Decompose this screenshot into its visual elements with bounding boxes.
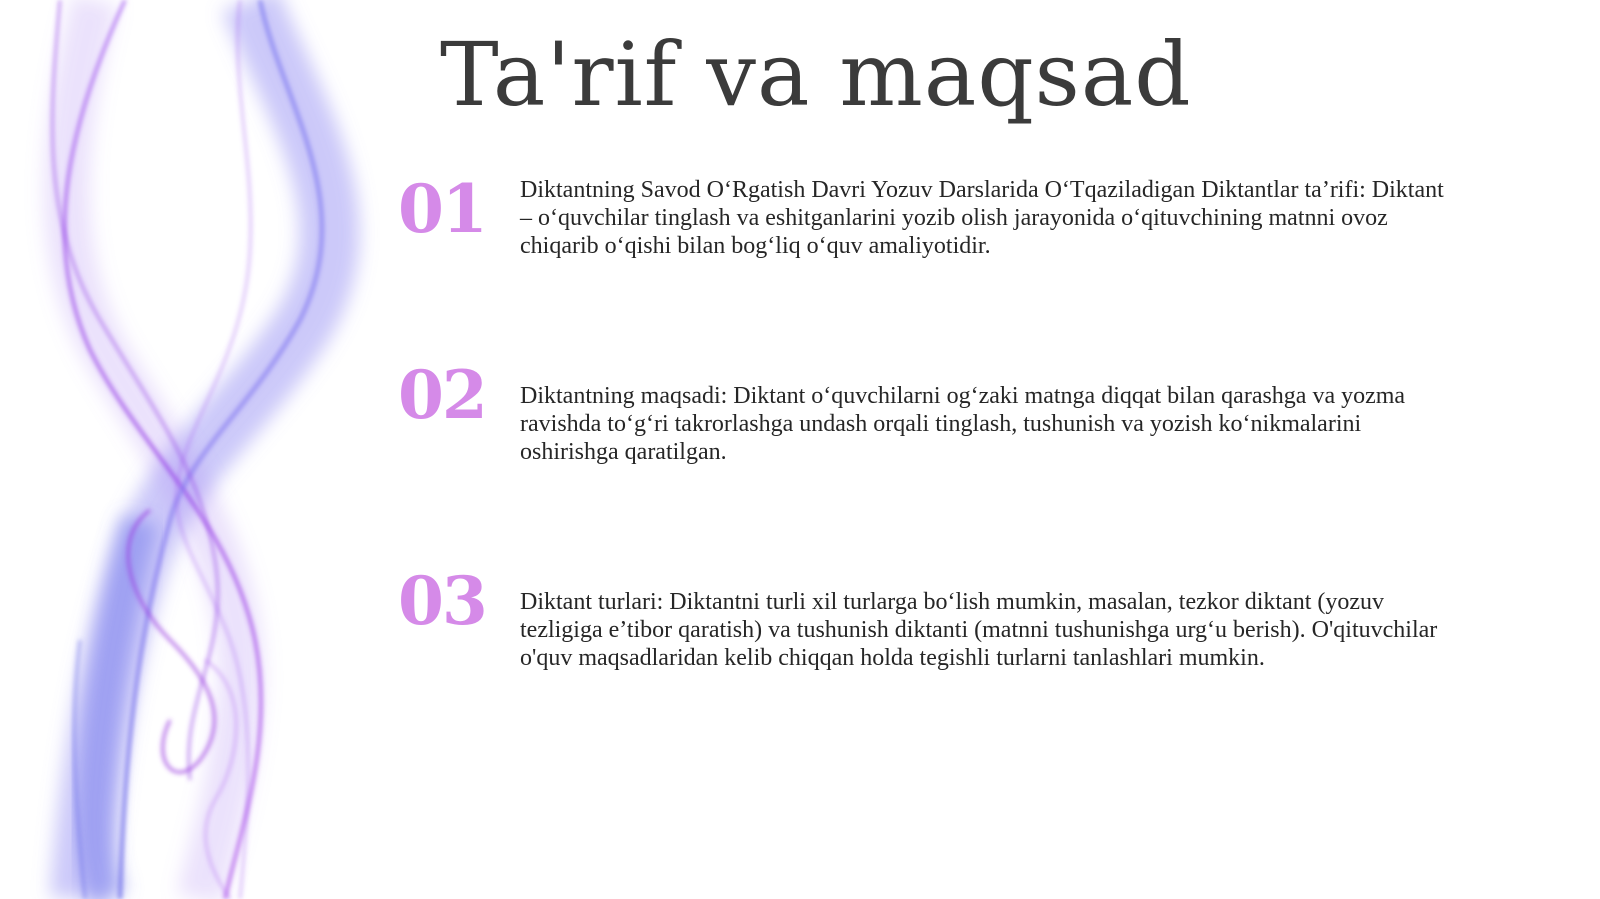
- item-text: Diktantning Savod O‘Rgatish Davri Yozuv Darslarida O‘Tqaziladigan Diktantlar ta’rifi: Diktant – o‘quvchilar tinglash va eshitganlarini yozib olish jarayonida o‘qituvchining matnni ovoz chiqarib o‘qishi bilan bog‘liq o‘quv amaliyotidir.: [520, 177, 1444, 259]
- purple-smoke-decoration: [0, 0, 380, 899]
- item-number: 02: [398, 356, 486, 434]
- item-text: Diktant turlari: Diktantni turli xil turlarga bo‘lish mumkin, masalan, tezkor diktant (yozuv tezligiga e’tibor qaratish) va tushunish diktanti (matnni tushunishga urg‘u berish). O'qituvchilar o'quv maqsadlaridan kelib chiqqan holda tegishli turlarni tanlashlari mumkin.: [520, 589, 1438, 671]
- item-text: Diktantning maqsadi: Diktant o‘quvchilarni og‘zaki matnga diqqat bilan qarashga va yozma ravishda to‘g‘ri takrorlashga undash orqali tinglash, tushunish va yozish ko‘nikmalarini oshirishga qaratilgan.: [520, 383, 1406, 465]
- item-number: 01: [398, 170, 486, 248]
- item-number: 03: [398, 562, 486, 640]
- slide-title: Ta'rif va maqsad: [440, 23, 1192, 126]
